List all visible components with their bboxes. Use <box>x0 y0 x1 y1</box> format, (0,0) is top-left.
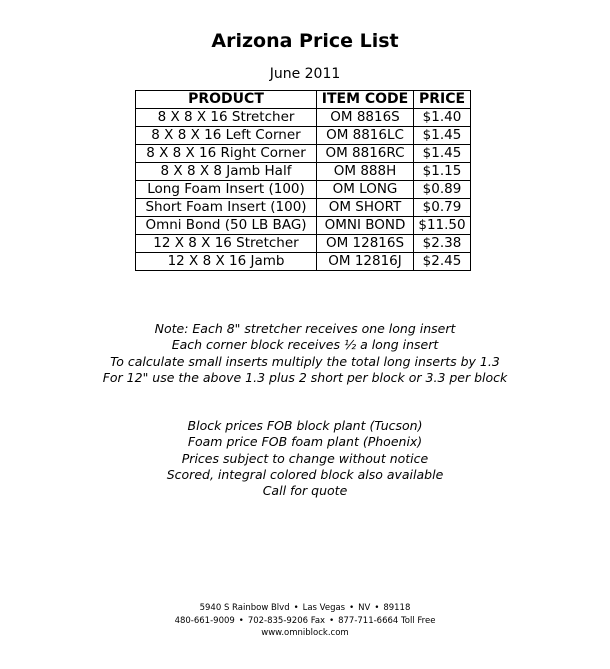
note-line: Foam price FOB foam plant (Phoenix) <box>187 434 423 450</box>
page-title: Arizona Price List <box>211 30 399 52</box>
price-table <box>135 90 471 271</box>
product-cell: 8 X 8 X 16 Left Corner <box>136 127 317 145</box>
table-row <box>136 199 471 217</box>
item-code-cell: OM 888H <box>317 163 414 181</box>
product-cell: 8 X 8 X 16 Right Corner <box>136 145 317 163</box>
price-cell: $1.45 <box>414 145 471 163</box>
table-row <box>136 253 471 271</box>
column-header-product: PRODUCT <box>136 91 317 109</box>
product-cell: Omni Bond (50 LB BAG) <box>136 217 317 235</box>
column-header-item-code: ITEM CODE <box>317 91 414 109</box>
note-line: Call for quote <box>262 483 348 499</box>
table-row <box>136 217 471 235</box>
item-code-cell: OM 8816LC <box>317 127 414 145</box>
product-cell: 12 X 8 X 16 Stretcher <box>136 235 317 253</box>
item-code-cell: OMNI BOND <box>317 217 414 235</box>
price-cell: $0.79 <box>414 199 471 217</box>
fax-number: 702-835-9206 Fax <box>247 615 326 626</box>
table-row <box>136 127 471 145</box>
price-cell: $11.50 <box>414 217 471 235</box>
product-cell: 8 X 8 X 16 Stretcher <box>136 109 317 127</box>
table-header-row <box>136 91 471 109</box>
price-cell: $2.45 <box>414 253 471 271</box>
separator-bullet: • <box>238 615 244 626</box>
table-row <box>136 145 471 163</box>
address-zip: 89118 <box>383 603 411 613</box>
item-code-cell: OM SHORT <box>317 199 414 217</box>
item-code-cell: OM 12816J <box>317 253 414 271</box>
address-street: 5940 S Rainbow Blvd <box>199 603 290 613</box>
table-row <box>136 235 471 253</box>
price-cell: $0.89 <box>414 181 471 199</box>
price-cell: $2.38 <box>414 235 471 253</box>
separator-bullet: • <box>349 603 355 613</box>
price-cell: $1.15 <box>414 163 471 181</box>
item-code-cell: OM LONG <box>317 181 414 199</box>
phone-number: 480-661-9009 <box>174 615 235 626</box>
item-code-cell: OM 8816RC <box>317 145 414 163</box>
product-cell: Long Foam Insert (100) <box>136 181 317 199</box>
price-cell: $1.45 <box>414 127 471 145</box>
product-cell: 12 X 8 X 16 Jamb <box>136 253 317 271</box>
date-subtitle: June 2011 <box>269 66 341 82</box>
table-row <box>136 109 471 127</box>
address-state: NV <box>358 603 371 613</box>
note-line: Block prices FOB block plant (Tucson) <box>187 418 423 433</box>
note-line: Scored, integral colored block also available <box>166 466 444 482</box>
pricing-notes <box>0 418 610 499</box>
footer-phones <box>0 615 610 628</box>
separator-bullet: • <box>374 603 380 613</box>
item-code-cell: OM 12816S <box>317 235 414 253</box>
table-row <box>136 163 471 181</box>
insert-notes <box>0 321 610 386</box>
footer-address <box>0 602 610 615</box>
address-city: Las Vegas <box>302 603 346 613</box>
toll-free-number: 877-711-6664 Toll Free <box>338 615 436 626</box>
table-row <box>136 181 471 199</box>
footer-website: www.omniblock.com <box>261 628 349 638</box>
column-header-price: PRICE <box>414 91 471 109</box>
separator-bullet: • <box>293 603 299 613</box>
footer <box>0 602 610 640</box>
note-line: For 12" use the above 1.3 plus 2 short per block or 3.3 per block <box>102 369 508 385</box>
product-cell: Short Foam Insert (100) <box>136 199 317 217</box>
note-line: Prices subject to change without notice <box>181 450 429 466</box>
price-cell: $1.40 <box>414 109 471 127</box>
separator-bullet: • <box>329 615 335 626</box>
note-line: Note: Each 8" stretcher receives one long insert <box>154 321 456 336</box>
item-code-cell: OM 8816S <box>317 109 414 127</box>
note-line: To calculate small inserts multiply the total long inserts by 1.3 <box>110 353 500 369</box>
product-cell: 8 X 8 X 8 Jamb Half <box>136 163 317 181</box>
note-line: Each corner block receives ½ a long insert <box>171 337 439 353</box>
